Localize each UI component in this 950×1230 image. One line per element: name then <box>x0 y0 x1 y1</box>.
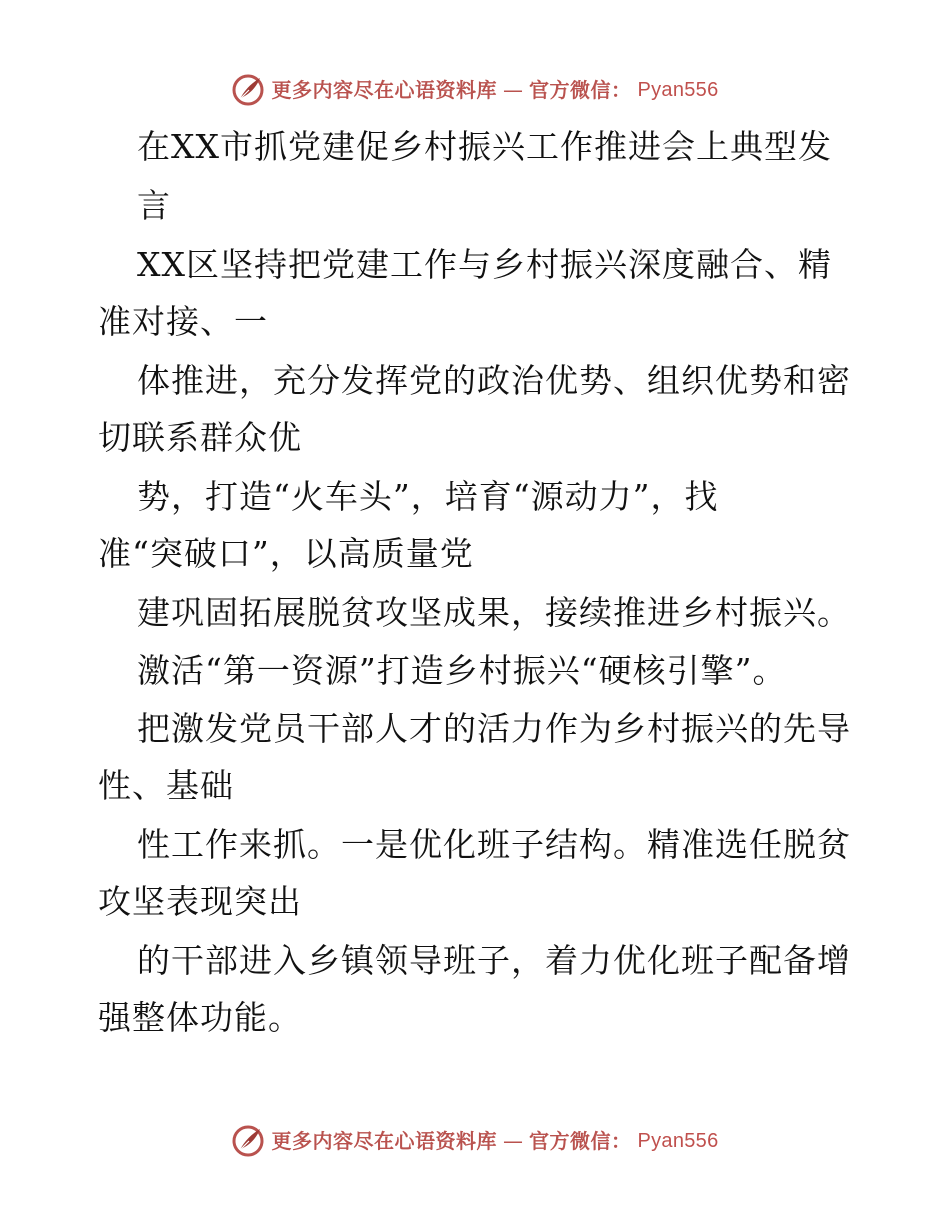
watermark-dash: — <box>502 1129 523 1153</box>
doc-line-1: 在XX市抓党建促乡村振兴工作推进会上典型发 <box>137 127 832 166</box>
doc-line-11: 把激发党员干部人才的活力作为乡村振兴的先导 <box>137 709 851 748</box>
doc-line-14: 攻坚表现突出 <box>98 882 302 921</box>
watermark-wechat-label: 官方微信： <box>528 78 632 102</box>
doc-line-12: 性、基础 <box>98 766 234 805</box>
watermark-dash: — <box>502 78 523 102</box>
watermark-main-text: 更多内容尽在心语资料库 <box>271 1129 497 1153</box>
footer-watermark <box>0 1123 950 1159</box>
doc-line-10: 激活“第一资源”打造乡村振兴“硬核引擎”。 <box>137 651 787 690</box>
doc-line-16: 强整体功能。 <box>98 998 302 1037</box>
doc-line-3: XX区坚持把党建工作与乡村振兴深度融合、精 <box>137 245 832 284</box>
doc-line-7: 势，打造“火车头”，培育“源动力”，找 <box>137 477 719 516</box>
doc-line-5: 体推进，充分发挥党的政治优势、组织优势和密 <box>137 361 851 400</box>
doc-line-8: 准“突破口”，以高质量党 <box>98 534 474 573</box>
doc-line-15: 的干部进入乡镇领导班子，着力优化班子配备增 <box>137 941 851 980</box>
doc-line-4: 准对接、一 <box>98 302 268 341</box>
watermark-wechat-id: Pyan556 <box>637 79 719 101</box>
watermark-main-text: 更多内容尽在心语资料库 <box>271 78 497 102</box>
doc-line-6: 切联系群众优 <box>98 418 302 457</box>
watermark-wechat-id: Pyan556 <box>637 1130 719 1152</box>
doc-line-13: 性工作来抓。一是优化班子结构。精准选任脱贫 <box>137 825 851 864</box>
doc-line-2: 言 <box>137 186 171 225</box>
doc-line-9: 建巩固拓展脱贫攻坚成果，接续推进乡村振兴。 <box>137 593 851 632</box>
quill-pen-logo-icon <box>231 1124 265 1158</box>
watermark-wechat-label: 官方微信： <box>528 1129 632 1153</box>
